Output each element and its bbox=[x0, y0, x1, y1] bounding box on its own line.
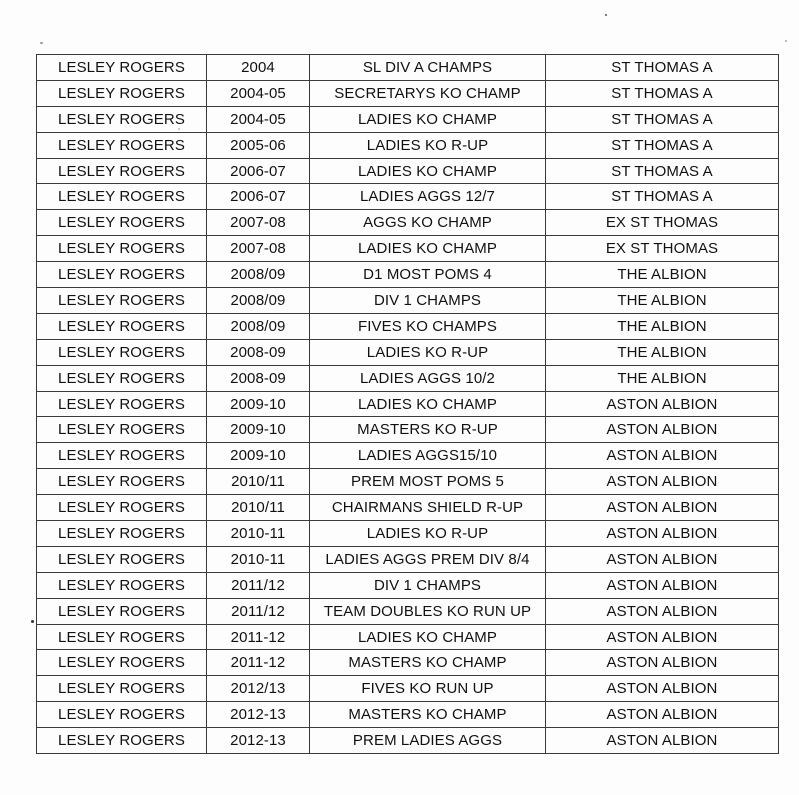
achievement-cell: LADIES AGGS15/10 bbox=[310, 443, 546, 469]
table-row bbox=[37, 158, 779, 184]
team-cell: ASTON ALBION bbox=[546, 702, 779, 728]
achievement-cell: LADIES KO R-UP bbox=[310, 132, 546, 158]
season-cell: 2006-07 bbox=[207, 184, 310, 210]
season-cell: 2011/12 bbox=[207, 572, 310, 598]
table-row bbox=[37, 184, 779, 210]
table-row bbox=[37, 417, 779, 443]
table-row bbox=[37, 443, 779, 469]
achievement-cell: FIVES KO CHAMPS bbox=[310, 313, 546, 339]
season-cell: 2008/09 bbox=[207, 288, 310, 314]
season-cell: 2009-10 bbox=[207, 443, 310, 469]
player-name-cell: LESLEY ROGERS bbox=[37, 262, 207, 288]
table-row bbox=[37, 728, 779, 754]
player-name-cell: LESLEY ROGERS bbox=[37, 443, 207, 469]
player-name-cell: LESLEY ROGERS bbox=[37, 676, 207, 702]
achievement-cell: D1 MOST POMS 4 bbox=[310, 262, 546, 288]
team-cell: ASTON ALBION bbox=[546, 650, 779, 676]
team-cell: ST THOMAS A bbox=[546, 55, 779, 81]
table-row bbox=[37, 262, 779, 288]
team-cell: ASTON ALBION bbox=[546, 417, 779, 443]
player-name-cell: LESLEY ROGERS bbox=[37, 106, 207, 132]
achievement-cell: LADIES KO CHAMP bbox=[310, 106, 546, 132]
table-row bbox=[37, 676, 779, 702]
player-name-cell: LESLEY ROGERS bbox=[37, 469, 207, 495]
achievement-cell: SECRETARYS KO CHAMP bbox=[310, 80, 546, 106]
achievement-cell: AGGS KO CHAMP bbox=[310, 210, 546, 236]
season-cell: 2010-11 bbox=[207, 546, 310, 572]
player-name-cell: LESLEY ROGERS bbox=[37, 132, 207, 158]
achievement-cell: PREM MOST POMS 5 bbox=[310, 469, 546, 495]
team-cell: THE ALBION bbox=[546, 339, 779, 365]
player-name-cell: LESLEY ROGERS bbox=[37, 365, 207, 391]
achievement-cell: LADIES KO R-UP bbox=[310, 521, 546, 547]
scan-speck bbox=[605, 14, 607, 16]
player-name-cell: LESLEY ROGERS bbox=[37, 184, 207, 210]
team-cell: EX ST THOMAS bbox=[546, 236, 779, 262]
table-row bbox=[37, 702, 779, 728]
team-cell: ASTON ALBION bbox=[546, 546, 779, 572]
player-name-cell: LESLEY ROGERS bbox=[37, 495, 207, 521]
season-cell: 2012-13 bbox=[207, 728, 310, 754]
scan-speck bbox=[785, 40, 787, 42]
player-name-cell: LESLEY ROGERS bbox=[37, 158, 207, 184]
table-row bbox=[37, 572, 779, 598]
team-cell: ASTON ALBION bbox=[546, 521, 779, 547]
season-cell: 2008/09 bbox=[207, 313, 310, 339]
team-cell: ASTON ALBION bbox=[546, 676, 779, 702]
achievement-cell: MASTERS KO CHAMP bbox=[310, 650, 546, 676]
table-row bbox=[37, 650, 779, 676]
achievement-cell: LADIES AGGS 10/2 bbox=[310, 365, 546, 391]
season-cell: 2005-06 bbox=[207, 132, 310, 158]
team-cell: ASTON ALBION bbox=[546, 443, 779, 469]
achievement-cell: LADIES KO CHAMP bbox=[310, 624, 546, 650]
player-name-cell: LESLEY ROGERS bbox=[37, 288, 207, 314]
player-name-cell: LESLEY ROGERS bbox=[37, 728, 207, 754]
table-row bbox=[37, 391, 779, 417]
team-cell: EX ST THOMAS bbox=[546, 210, 779, 236]
table-row bbox=[37, 132, 779, 158]
achievement-cell: MASTERS KO R-UP bbox=[310, 417, 546, 443]
table-row bbox=[37, 106, 779, 132]
achievement-cell: SL DIV A CHAMPS bbox=[310, 55, 546, 81]
team-cell: THE ALBION bbox=[546, 288, 779, 314]
player-name-cell: LESLEY ROGERS bbox=[37, 598, 207, 624]
table-row bbox=[37, 80, 779, 106]
season-cell: 2004-05 bbox=[207, 106, 310, 132]
season-cell: 2010-11 bbox=[207, 521, 310, 547]
player-name-cell: LESLEY ROGERS bbox=[37, 650, 207, 676]
season-cell: 2008/09 bbox=[207, 262, 310, 288]
player-name-cell: LESLEY ROGERS bbox=[37, 572, 207, 598]
table-row bbox=[37, 210, 779, 236]
honours-table-body bbox=[37, 55, 779, 754]
player-name-cell: LESLEY ROGERS bbox=[37, 702, 207, 728]
table-row bbox=[37, 365, 779, 391]
season-cell: 2012/13 bbox=[207, 676, 310, 702]
team-cell: THE ALBION bbox=[546, 313, 779, 339]
table-row bbox=[37, 55, 779, 81]
achievement-cell: LADIES KO CHAMP bbox=[310, 391, 546, 417]
season-cell: 2009-10 bbox=[207, 391, 310, 417]
achievement-cell: LADIES AGGS 12/7 bbox=[310, 184, 546, 210]
season-cell: 2007-08 bbox=[207, 236, 310, 262]
achievement-cell: FIVES KO RUN UP bbox=[310, 676, 546, 702]
team-cell: ASTON ALBION bbox=[546, 495, 779, 521]
player-name-cell: LESLEY ROGERS bbox=[37, 521, 207, 547]
season-cell: 2010/11 bbox=[207, 495, 310, 521]
achievement-cell: LADIES KO CHAMP bbox=[310, 236, 546, 262]
table-row bbox=[37, 288, 779, 314]
player-name-cell: LESLEY ROGERS bbox=[37, 210, 207, 236]
season-cell: 2008-09 bbox=[207, 339, 310, 365]
scan-speck bbox=[40, 42, 43, 44]
season-cell: 2007-08 bbox=[207, 210, 310, 236]
achievement-cell: LADIES KO R-UP bbox=[310, 339, 546, 365]
table-row bbox=[37, 598, 779, 624]
season-cell: 2004 bbox=[207, 55, 310, 81]
team-cell: THE ALBION bbox=[546, 262, 779, 288]
season-cell: 2010/11 bbox=[207, 469, 310, 495]
player-name-cell: LESLEY ROGERS bbox=[37, 339, 207, 365]
achievement-cell: PREM LADIES AGGS bbox=[310, 728, 546, 754]
achievement-cell: TEAM DOUBLES KO RUN UP bbox=[310, 598, 546, 624]
player-name-cell: LESLEY ROGERS bbox=[37, 236, 207, 262]
team-cell: ST THOMAS A bbox=[546, 80, 779, 106]
team-cell: ASTON ALBION bbox=[546, 469, 779, 495]
team-cell: THE ALBION bbox=[546, 365, 779, 391]
season-cell: 2009-10 bbox=[207, 417, 310, 443]
table-row bbox=[37, 624, 779, 650]
team-cell: ST THOMAS A bbox=[546, 184, 779, 210]
team-cell: ASTON ALBION bbox=[546, 572, 779, 598]
season-cell: 2004-05 bbox=[207, 80, 310, 106]
team-cell: ASTON ALBION bbox=[546, 598, 779, 624]
achievement-cell: LADIES KO CHAMP bbox=[310, 158, 546, 184]
season-cell: 2006-07 bbox=[207, 158, 310, 184]
season-cell: 2012-13 bbox=[207, 702, 310, 728]
table-row bbox=[37, 469, 779, 495]
table-row bbox=[37, 495, 779, 521]
team-cell: ASTON ALBION bbox=[546, 728, 779, 754]
player-name-cell: LESLEY ROGERS bbox=[37, 80, 207, 106]
season-cell: 2011-12 bbox=[207, 650, 310, 676]
player-name-cell: LESLEY ROGERS bbox=[37, 624, 207, 650]
table-row bbox=[37, 236, 779, 262]
season-cell: 2011-12 bbox=[207, 624, 310, 650]
season-cell: 2011/12 bbox=[207, 598, 310, 624]
season-cell: 2008-09 bbox=[207, 365, 310, 391]
team-cell: ST THOMAS A bbox=[546, 158, 779, 184]
player-name-cell: LESLEY ROGERS bbox=[37, 546, 207, 572]
table-row bbox=[37, 521, 779, 547]
achievement-cell: MASTERS KO CHAMP bbox=[310, 702, 546, 728]
achievement-cell: DIV 1 CHAMPS bbox=[310, 572, 546, 598]
achievement-cell: DIV 1 CHAMPS bbox=[310, 288, 546, 314]
player-name-cell: LESLEY ROGERS bbox=[37, 313, 207, 339]
scan-speck bbox=[31, 620, 34, 623]
honours-table bbox=[36, 54, 779, 754]
achievement-cell: CHAIRMANS SHIELD R-UP bbox=[310, 495, 546, 521]
player-name-cell: LESLEY ROGERS bbox=[37, 55, 207, 81]
achievement-cell: LADIES AGGS PREM DIV 8/4 bbox=[310, 546, 546, 572]
table-row bbox=[37, 546, 779, 572]
player-name-cell: LESLEY ROGERS bbox=[37, 417, 207, 443]
team-cell: ST THOMAS A bbox=[546, 132, 779, 158]
team-cell: ASTON ALBION bbox=[546, 391, 779, 417]
table-row bbox=[37, 339, 779, 365]
team-cell: ST THOMAS A bbox=[546, 106, 779, 132]
table-row bbox=[37, 313, 779, 339]
player-name-cell: LESLEY ROGERS bbox=[37, 391, 207, 417]
team-cell: ASTON ALBION bbox=[546, 624, 779, 650]
